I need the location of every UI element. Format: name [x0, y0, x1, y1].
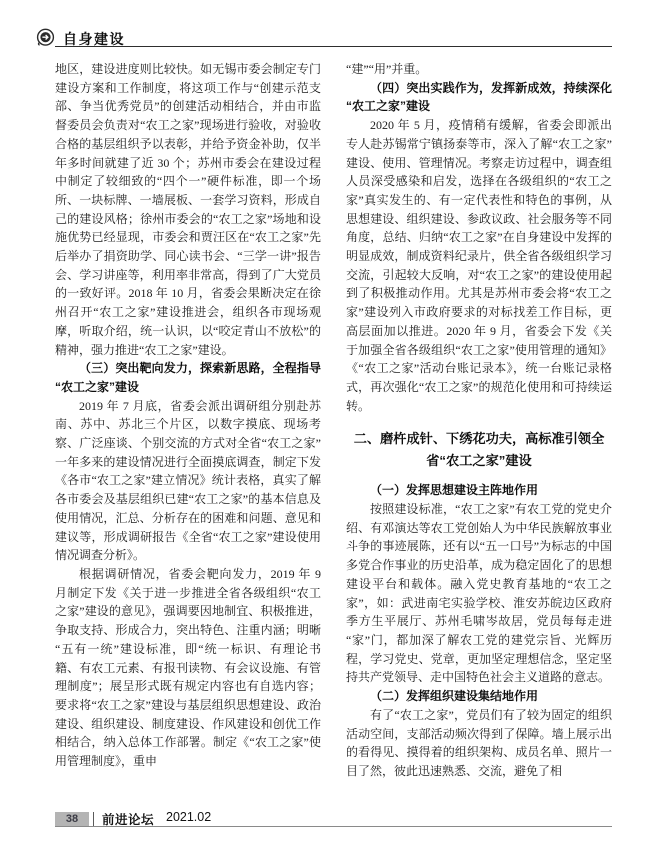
paragraph: 2019 年 7 月底，省委会派出调研组分别赴苏南、苏中、苏北三个片区，以数字摸底、现场考察、广泛座谈、个别交流的方式对全省“农工之家”一年多来的建设情况进行全面摸底调查，制定下发《各市“农工之家”建立情况》统计表格，真实了解各市委会及基层组织已建“农工之家”的基本信息及使用情况，汇总、分析存在的困难和问题、意见和建议等，形成调研报告《全省“农工之家”建设使用情况调查分析》。 — [55, 398, 321, 563]
paragraph: 2020 年 5 月，疫情稍有缓解，省委会即派出专人赴苏锡常宁镇扬泰等市，深入了解“农工之家”建设、使用、管理情况。考察走访过程中，调查组人员深受感染和启发，选择在各级组织的“农工之家”真实发生的、有一定代表性和特色的事例，从思想建设、组织建设、参政议政、社会服务等不同角度，总结、归纳“农工之家”在自身建设中发挥的明显成效，制成资料纪录片，供全省各级组织学习交流，引起较大反响，对“农工之家”的建设使用起到了积极推动作用。尤其是苏州市委会将“农工之家”建设列入市政府要求的对标找差工作目标，更高层面加以推进。2020 年 9 月，省委会下发《关于加强全省各级组织“农工之家”使用管理的通知》《“农工之家”活动台账记录本》，统一台账记录格式，再次强化“农工之家”的规范化使用和可持续运转。 — [346, 118, 612, 413]
section-heading: 二、磨杵成针、下绣花功夫，高标准引领全省“农工之家”建设 — [353, 431, 605, 469]
paragraph: 有了“农工之家”，党员们有了较为固定的组织活动空间，支部活动频次得到了保障。墙上展示出的看得见、摸得着的组织架构、成员名单、照片一目了然，彼此迅速熟悉、交流，避免了相 — [346, 707, 612, 778]
paragraph: 按照建设标准，“农工之家”有农工党的党史介绍、有邓演达等农工党创始人为中华民族解放事业斗争的事迹展陈，还有以“五一口号”为标志的中国多党合作事业的历史沿革，成为稳定固化了的思想建设平台和载体。融入党史教育基地的“农工之家”，如：武进南宅实验学校、淮安苏皖边区政府季方生平展厅、苏州毛啸岑故居，党员每每走进“家”门，都加深了解农工党的建党宗旨、光辉历程，学习党史、党章，更加坚定理想信念，坚定坚持共产党领导、走中国特色社会主义道路的意志。 — [346, 502, 612, 685]
paragraph: 地区，建设进度则比较快。如无锡市委会制定专门建设方案和工作制度，将这项工作与“创建示范支部、争当优秀党员”的创建活动相结合，并由市监督委员会负责对“农工之家”现场进行验收，对验收合格的基层组织予以表彰，并给予资金补助，仅半年多时间就建了近 30 个；苏州市委会在建设过程中制定了较细致的“四个一”硬件标准，即一个场所、一块标牌、一墙展板、一套学习资料，形成自己的建设风格；徐州市委会的“农工之家”场地和设施优势已经显现，市委会和贾汪区在“农工之家”先后举办了捐资助学、同心读书会、“三学一讲”报告会、学习讲座等，利用率非常高，得到了广大党员的一致好评。2018 年 10 月，省委会果断决定在徐州召开“农工之家”建设推进会，组织各市现场观摩，听取介绍，统一认识，以“咬定青山不放松”的精神，强力推进“农工之家”建设。 — [55, 62, 321, 357]
header-rule — [55, 46, 612, 47]
section-tag-label: 自身建设 — [63, 31, 125, 47]
circle-arrow-icon — [36, 28, 55, 47]
right-column — [346, 60, 612, 781]
page-number: 38 — [55, 812, 89, 826]
left-column — [55, 60, 321, 771]
issue-date: 2021.02 — [166, 810, 212, 824]
paragraph: 根据调研情况，省委会靶向发力，2019 年 9 月制定下发《关于进一步推进全省各级组织“农工之家”建设的意见》，强调要因地制宜、积极推进，争取支持、形成合力，突出特色、注重内涵；明晰“五有一统”建设标准，即“统一标识、有理论书籍、有农工元素、有报刊读物、有会议设施、有管理制度”；展呈形式既有规定内容也有自选内容；要求将“农工之家”建设与基层组织思想建设、政治建设、组织建设、制度建设、作风建设和创优工作相结合，纳入总体工作部署。制定《“农工之家”使用管理制度》，重申 — [55, 566, 321, 769]
paragraph: “建”“用”并重。 — [346, 62, 428, 76]
subsection-heading: （三）突出靶向发力，探索新思路，全程指导“农工之家”建设 — [55, 361, 321, 394]
subsection-heading: （四）突出实践作为，发挥新成效，持续深化“农工之家”建设 — [346, 80, 612, 114]
footer-divider — [93, 812, 94, 826]
journal-name: 前进论坛 — [102, 813, 155, 827]
subsection-heading: （二）发挥组织建设集结地作用 — [370, 689, 539, 704]
subsection-heading: （一）发挥思想建设主阵地作用 — [370, 483, 539, 498]
